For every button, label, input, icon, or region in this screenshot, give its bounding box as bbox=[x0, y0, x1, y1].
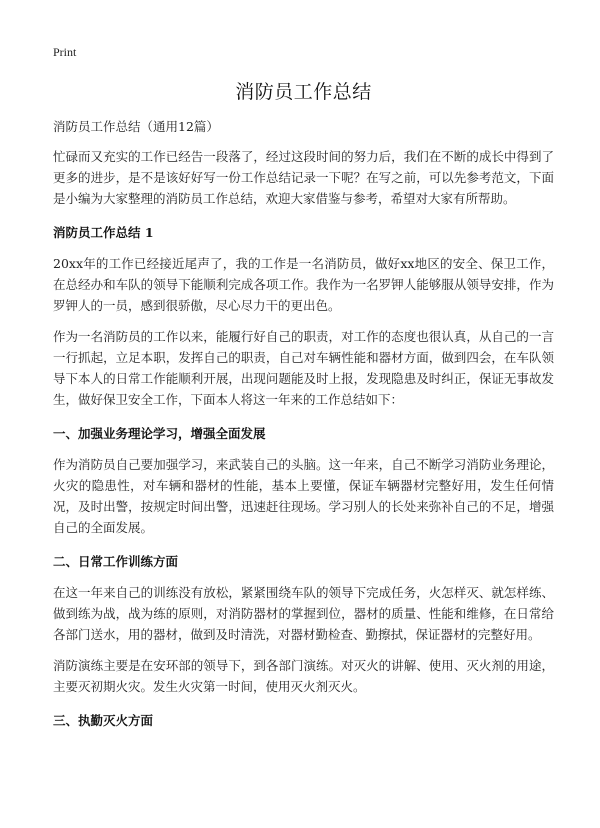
section-1-paragraph-2: 作为一名消防员的工作以来，能履行好自己的职责，对工作的态度也很认真，从自己的一言一行抓起，立足本职，发挥自己的职责，自己对车辆性能和器材方面，做到四会，在车队领导下本人的日常工作能顺利开展，出现问题能及时上报，发现隐患及时纠正，保证无事故发生，做好保卫安全工作，下面本人将这一年来的工作总结如下： bbox=[53, 329, 554, 407]
document-title: 消防员工作总结 bbox=[235, 81, 372, 103]
intro-paragraph: 忙碌而又充实的工作已经告一段落了，经过这段时间的努力后，我们在不断的成长中得到了更多的进步，是不是该好好写一份工作总结记录一下呢？在写之前，可以先参考范文，下面是小编为大家整理的消防员工作总结，欢迎大家借鉴与参考，希望对大家有所帮助。 bbox=[53, 149, 554, 206]
part-2-paragraph-1: 在这一年来自己的训练没有放松，紧紧围绕车队的领导下完成任务，火怎样灭、就怎样练、做到练为战，战为练的原则，对消防器材的掌握到位，器材的质量、性能和维修，在日常给各部门送水，用的器材，做到及时清洗，对器材勤检查、勤擦拭，保证器材的完整好用。 bbox=[53, 585, 554, 642]
part-2-paragraph-2: 消防演练主要是在安环部的领导下，到各部门演练。对灭火的讲解、使用、灭火剂的用途，主要灭初期火灾。发生火灾第一时间，使用灭火剂灭火。 bbox=[53, 658, 554, 694]
section-1-paragraph-1: 20xx年的工作已经接近尾声了，我的工作是一名消防员，做好xx地区的安全、保卫工作，在总经办和车队的领导下能顺利完成各项工作。我作为一名罗钾人能够服从领导安排，作为罗钾人的一员，感到很骄傲，尽心尽力干的更出色。 bbox=[53, 256, 554, 313]
part-1-heading: 一、加强业务理论学习，增强全面发展 bbox=[53, 426, 266, 441]
part-2-heading: 二、日常工作训练方面 bbox=[53, 554, 179, 569]
document-subtitle: 消防员工作总结（通用12篇） bbox=[53, 119, 219, 134]
section-1-heading: 消防员工作总结 1 bbox=[53, 225, 154, 240]
print-label[interactable]: Print bbox=[53, 45, 77, 59]
part-1-paragraph: 作为消防员自己要加强学习，来武装自己的头脑。这一年来，自己不断学习消防业务理论，火灾的隐患性，对车辆和器材的性能，基本上要懂，保证车辆器材完整好用，发生任何情况，及时出警，按规定时间出警，迅速赶往现场。学习别人的长处来弥补自己的不足，增强自己的全面发展。 bbox=[53, 457, 554, 535]
part-3-heading: 三、执勤灭火方面 bbox=[53, 713, 154, 728]
